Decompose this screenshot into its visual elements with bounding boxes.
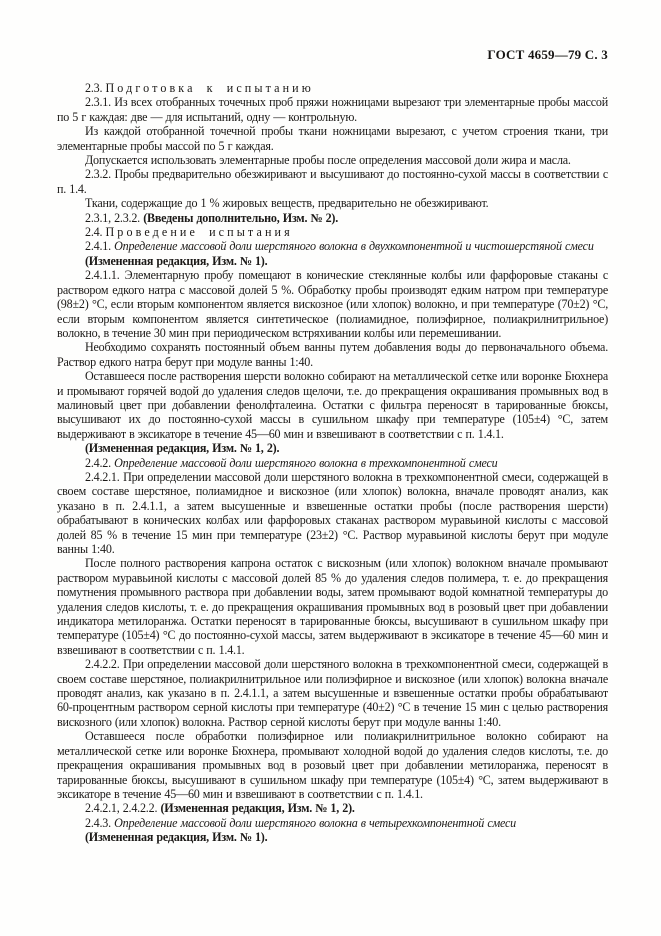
para-ostavsheesya-shersti: [57, 369, 608, 441]
bold-text-run: (Измененная редакция, Изм. № 1, 2).: [85, 441, 280, 456]
text-run: 2.3.2. Пробы предварительно обезжиривают и высушивают до постоянно-сухой массы в соответствии с п. 1.4.: [57, 167, 608, 196]
text-run: Оставшееся после обработки полиэфирное или полиакрилнитрильное волокно собирают на металлической сетке или воронке Бюхнера, промывают холодной водой до удаления следов кислоты, т.е. до прекращения окрашивания промывных вод в розовый цвет при добавлении метилоранжа, переносят в тарированные бюксы, высушивают в сушильном шкафу при температуре (105±4) °С, затем выдерживают в эксикаторе в течение 45—60 мин и взвешивают в соответствии с п. 1.4.1.: [57, 729, 608, 801]
para-2-3-2: [57, 167, 608, 196]
para-2-3-1: [57, 95, 608, 124]
section-heading-2-3: [57, 81, 608, 95]
text-run: 2.4.2.1, 2.4.2.2.: [85, 801, 161, 816]
text-run: Ткани, содержащие до 1 % жировых веществ, предварительно не обезжиривают.: [85, 196, 489, 211]
text-run: Оставшееся после растворения шерсти волокно собирают на металлической сетке или воронке Бюхнера и промывают горячей водой до удаления следов щелочи, т.е. до прекращения окрашивания промывных вод в малиновый цвет при добавлении фенолфталеина. Остатки с фильтра переносят в тарированные бюксы, высушивают их до постоянно-сухой массы в сушильном шкафу при температуре (105±4) °С, затем выдерживают в эксикаторе в течение 45—60 мин и взвешивают в соответствии с п. 1.4.1.: [57, 369, 608, 441]
text-run: 2.4.2.1. При определении массовой доли шерстяного волокна в трехкомпонентной смеси, содержащей в своем составе шерстяное, полиамидное и вискозное (или хлопок) волокна, вначале проводят анализ, как указано в п. 2.4.1.1, а затем высушенные и взвешенные остатки пробы (после растворения шерсти) обрабатывают в конических колбах или фарфоровых стаканах раствором муравьиной кислоты с массовой долей 85 % в течение 15 мин при температуре (23±2) °С. Раствор муравьиной кислоты берут при модуле ванны 1:40.: [57, 469, 608, 556]
subsection-2-4-2: [57, 456, 608, 470]
text-run: Из каждой отобранной точечной пробы ткани ножницами вырезают, с учетом строения ткани, три элементарные пробы массой по 5 г каждая.: [57, 124, 608, 153]
note-izm-1-b: [57, 830, 608, 844]
document-body: [57, 81, 608, 845]
para-2-4-2-2: [57, 657, 608, 729]
italic-text-run: Определение массовой доли шерстяного волокна в трехкомпонентной смеси: [114, 455, 498, 470]
text-run: 2.4.: [85, 225, 106, 240]
para-ostavsheesya-obrabotki: [57, 729, 608, 801]
text-run: 2.4.3.: [85, 815, 115, 830]
para-tkani: [57, 196, 608, 210]
italic-text-run: Определение массовой доли шерстяного волокна в четырехкомпонентной смеси: [114, 815, 516, 830]
page-header: [57, 47, 608, 63]
subsection-2-4-1: [57, 239, 608, 253]
doc-number-label: ГОСТ 4659—79 С. 3: [487, 47, 608, 62]
note-2-4-2-1-2-4-2-2: [57, 801, 608, 815]
text-run: 2.4.2.2. При определении массовой доли шерстяного волокна в трехкомпонентной смеси, содержащей в своем составе шерстяное, полиакрилнитрильное или полиэфирное и вискозное (или хлопок) волокна вначале проводят анализ, как указано в п. 2.4.1.1, а затем высушенные и взвешенные остатки пробы обрабатывают 60-процентным раствором серной кислоты при температуре (40±2) °С в течение 15 мин с целью растворения вискозного (или хлопок) волокна. Раствор серной кислоты берут при модуле ванны 1:40.: [57, 657, 608, 729]
para-posle-polnogo: [57, 556, 608, 657]
note-2-3-1-2-3-2: [57, 211, 608, 225]
note-izm-1: [57, 254, 608, 268]
subsection-2-4-3: [57, 816, 608, 830]
text-run: После полного растворения капрона остаток с вискозным (или хлопок) волокном вначале промывают раствором муравьиной кислоты с массовой долей 85 % до удаления следов полимера, т. е. до прекращения помутнения промывного раствора при добавлении воды, затем промывают водой комнатной температуры до удаления следов кислоты, т. е. до прекращения окрашивания промывных вод в розовый цвет при добавлении индикатора метилоранжа. Остатки переносят в тарированные бюксы, высушивают в сушильном шкафу при температуре (105±4) °С до постоянно-сухой массы, затем выдерживают в эксикаторе в течение 45—60 мин и взвешивают в соответствии с п. 1.4.1.: [57, 556, 608, 657]
text-run: 2.3.: [85, 81, 106, 95]
text-run: Допускается использовать элементарные пробы после определения массовой доли жира и масла.: [85, 153, 571, 168]
bold-text-run: (Измененная редакция, Изм. № 1, 2).: [160, 801, 355, 816]
para-2-4-1-1: [57, 268, 608, 340]
spaced-text-run: Проведение испытания: [105, 225, 293, 240]
section-heading-2-4: [57, 225, 608, 239]
text-run: 2.4.1.: [85, 239, 115, 254]
para-dopuskaetsya: [57, 153, 608, 167]
text-run: 2.4.1.1. Элементарную пробу помещают в конические стеклянные колбы или фарфоровые стаканы с раствором едкого натра с массовой долей 5 %. Обработку пробы производят едким натром при температуре (98±2) °С, если вторым компонентом является вискозное (или хлопок) волокно, и при температуре (70±2) °С, если вторым компонентом является синтетическое (полиамидное, полиэфирное, полиакрилнитрильное) волокно, в течение 30 мин при периодическом встряхивании колбы или перемешивании.: [57, 268, 608, 340]
italic-text-run: Определение массовой доли шерстяного волокна в двухкомпонентной и чистошерстяной смеси: [114, 239, 594, 254]
para-2-4-2-1: [57, 470, 608, 556]
note-izm-1-2-a: [57, 441, 608, 455]
text-run: Необходимо сохранять постоянный объем ванны путем добавления воды до первоначального объема. Раствор едкого натра берут при модуле ванны 1:40.: [57, 340, 608, 369]
text-run: 2.3.1. Из всех отобранных точечных проб пряжи ножницами вырезают три элементарные пробы массой по 5 г каждая: две — для испытаний, одну — контрольную.: [57, 95, 608, 124]
bold-text-run: (Введены дополнительно, Изм. № 2).: [143, 210, 339, 225]
para-iz-kazhdoy: [57, 124, 608, 153]
text-run: 2.4.2.: [85, 455, 115, 470]
para-neobkhodimo: [57, 340, 608, 369]
spaced-text-run: Подготовка к испытанию: [105, 81, 314, 95]
text-run: 2.3.1, 2.3.2.: [85, 210, 144, 225]
bold-text-run: (Измененная редакция, Изм. № 1).: [85, 253, 268, 268]
bold-text-run: (Измененная редакция, Изм. № 1).: [85, 830, 268, 845]
